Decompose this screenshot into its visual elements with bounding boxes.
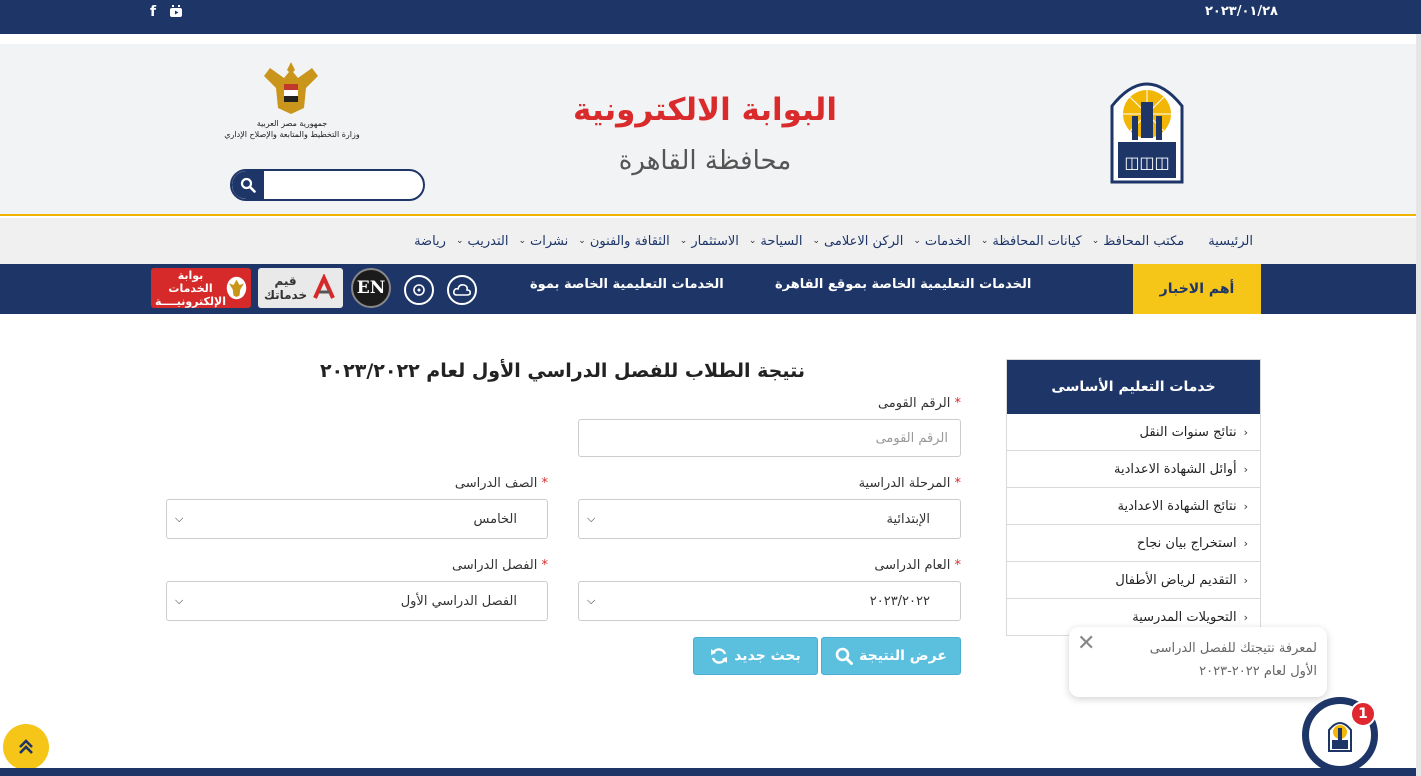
show-result-button[interactable] [821,637,961,675]
nav-item-label: الرئيسية [1208,233,1253,249]
notification-line1: لمعرفة نتيجتك للفصل الدراسى [1149,641,1317,656]
year-label [830,558,961,573]
news-heading: أهم الاخبار [1133,264,1261,314]
eagle-emblem-icon [226,272,247,304]
sidebar-item-label: التحويلات المدرسية [1132,609,1237,625]
rate-services-label [264,274,307,302]
stage-label [820,476,961,491]
sidebar-item[interactable] [1007,414,1260,451]
nav-item-label: رياضة [414,233,446,249]
nav-item[interactable] [981,234,1082,249]
chevron-left-icon: › [1243,610,1248,624]
chevron-left-icon: › [1243,462,1248,476]
term-select-value: الفصل الدراسي الأول [400,593,517,609]
required-mark: * [954,396,961,411]
chevron-down-icon: ⌵ [175,512,184,525]
required-mark: * [541,476,548,491]
nav-item-label: التدريب [467,233,509,249]
sidebar-item-label: التقديم لرياض الأطفال [1115,572,1237,588]
footer-strip [0,768,1421,776]
e-services-portal-button[interactable] [151,268,251,308]
english-language-button[interactable]: EN [351,268,391,308]
scroll-to-top-button[interactable] [3,724,49,770]
chevron-down-icon: ⌄ [980,236,989,246]
sidebar-item[interactable] [1007,451,1260,488]
sidebar-title: خدمات التعليم الأساسى [1007,360,1260,414]
chevron-left-icon: › [1243,425,1248,439]
sidebar-items [1007,414,1260,636]
sidebar-item[interactable] [1007,488,1260,525]
news-ticker-item[interactable]: الخدمات التعليمية الخاصة بموة [530,277,724,292]
term-label [420,558,548,573]
chevron-down-icon: ⌄ [455,236,464,246]
rate-services-line2: خدماتك [263,288,308,302]
rate-services-line1: قيم [274,274,297,288]
site-header [0,44,1421,216]
chevron-down-icon: ⌵ [175,594,184,607]
e-services-line1: بوابة الخدمات [168,268,213,295]
notification-text [1112,637,1317,683]
chevron-down-icon: ⌵ [587,594,596,607]
nav-item-label: السياحة [760,233,803,249]
year-select-value: ٢٠٢٣/٢٠٢٢ [869,593,930,609]
result-notification[interactable] [1069,627,1327,697]
term-select[interactable] [166,581,548,621]
cairo-logo-icon [1327,718,1353,752]
ministry-caption-line1: جمهورية مصر العربية [256,119,328,128]
nav-item[interactable] [749,234,803,249]
stage-select-value: الإبتدائية [886,511,930,527]
new-search-label: بحث جديد [734,648,801,664]
required-mark: * [541,558,548,573]
search-icon [240,177,256,193]
nav-item-label: الركن الاعلامى [824,233,904,249]
required-mark: * [954,558,961,573]
chevron-down-icon: ⌄ [578,236,586,246]
new-search-button[interactable] [693,637,818,675]
national-id-label [840,396,961,411]
stage-label-text: المرحلة الدراسية [858,476,951,491]
ministry-caption [222,118,362,140]
rate-services-button[interactable] [258,268,343,308]
national-id-input[interactable] [578,419,961,457]
governorate-title: محافظة القاهرة [618,146,792,176]
show-result-label: عرض النتيجة [859,648,947,664]
search-button[interactable] [232,171,264,199]
search-icon [835,647,853,665]
year-label-text: العام الدراسى [874,558,951,573]
sidebar-item[interactable] [1007,525,1260,562]
chevron-left-icon: › [1243,573,1248,587]
chevron-down-icon: ⌄ [518,236,527,246]
nav-item-label: مكتب المحافظ [1103,233,1185,249]
main-nav [0,218,1421,264]
sidebar-item-label: أوائل الشهادة الاعدادية [1114,461,1237,477]
education-services-sidebar [1006,359,1261,636]
nav-item-label: الاستثمار [691,233,739,249]
top-spacer [0,34,1421,44]
nav-item-label: نشرات [530,233,569,249]
chevron-down-icon: ⌄ [1091,236,1100,246]
chevron-down-icon: ⌄ [748,236,757,246]
svg-text:◫◫◫: ◫◫◫ [1124,153,1170,172]
nav-item[interactable] [1208,234,1253,249]
main-nav-items [404,218,1253,264]
national-id-label-text: الرقم القومى [877,396,951,411]
nav-item[interactable] [1092,234,1185,249]
nav-item[interactable] [578,234,670,249]
egypt-eagle-emblem-icon [262,58,320,118]
news-ticker-item[interactable]: الخدمات التعليمية الخاصة بموقع القاهرة [775,277,1032,292]
chevron-left-icon: › [1243,499,1248,513]
term-label-text: الفصل الدراسى [451,558,538,573]
page-scrollbar[interactable] [1416,34,1421,776]
close-icon[interactable]: ✕ [1077,631,1096,656]
current-date: ٢٠٢٣/٠١/٢٨ [1205,4,1278,19]
ministry-caption-line2: وزارة التخطيط والمتابعة والإصلاح الإداري [224,130,360,139]
notification-line2: الأول لعام ٢٠٢٢-٢٠٢٣ [1199,664,1317,679]
rate-services-icon [311,274,337,302]
sidebar-item-label: نتائج سنوات النقل [1139,424,1237,440]
search-input[interactable] [266,173,416,197]
nav-item-label: الخدمات [924,233,971,249]
double-chevron-up-icon [16,737,36,757]
cairo-governorate-logo[interactable] [1108,72,1186,184]
chevron-down-icon: ⌄ [679,236,688,246]
sidebar-item-label: استخراج بيان نجاح [1136,535,1237,551]
portal-title: البوابة الالكترونية [573,92,837,128]
refresh-icon [710,647,728,665]
grade-select[interactable] [166,499,548,539]
chevron-down-icon: ⌄ [812,236,821,246]
stage-select[interactable] [578,499,961,539]
nav-item[interactable] [680,234,739,249]
page-title: نتيجة الطلاب للفصل الدراسي الأول لعام ٢٠٢٣/٢٠٢٢ [319,360,805,382]
grade-label-text: الصف الدراسى [454,476,538,491]
nav-item[interactable] [913,234,971,249]
nav-item[interactable] [456,234,509,249]
chevron-left-icon: › [1243,536,1248,550]
nav-item[interactable] [518,234,568,249]
nav-item[interactable] [812,234,903,249]
facebook-icon[interactable]: f [150,4,157,20]
e-services-label [155,269,226,308]
cloud-icon[interactable] [447,275,477,305]
top-bar [0,0,1421,34]
sidebar-item[interactable] [1007,562,1260,599]
required-mark: * [954,476,961,491]
nav-item-label: كيانات المحافظة [992,233,1082,249]
nav-item[interactable] [414,234,446,249]
grade-select-value: الخامس [473,511,517,527]
chevron-down-icon: ⌵ [587,512,596,525]
notification-count-badge: 1 [1350,701,1376,727]
sidebar-item-label: نتائج الشهادة الاعدادية [1117,498,1237,514]
year-select[interactable] [578,581,961,621]
chevron-down-icon: ⌄ [913,236,921,246]
e-services-line2: الإلكترونيــــة [155,294,226,308]
nav-item-label: الثقافة والفنون [589,233,670,249]
power-icon[interactable] [404,275,434,305]
youtube-icon[interactable] [169,5,183,19]
header-search [230,169,425,201]
grade-label [420,476,548,491]
